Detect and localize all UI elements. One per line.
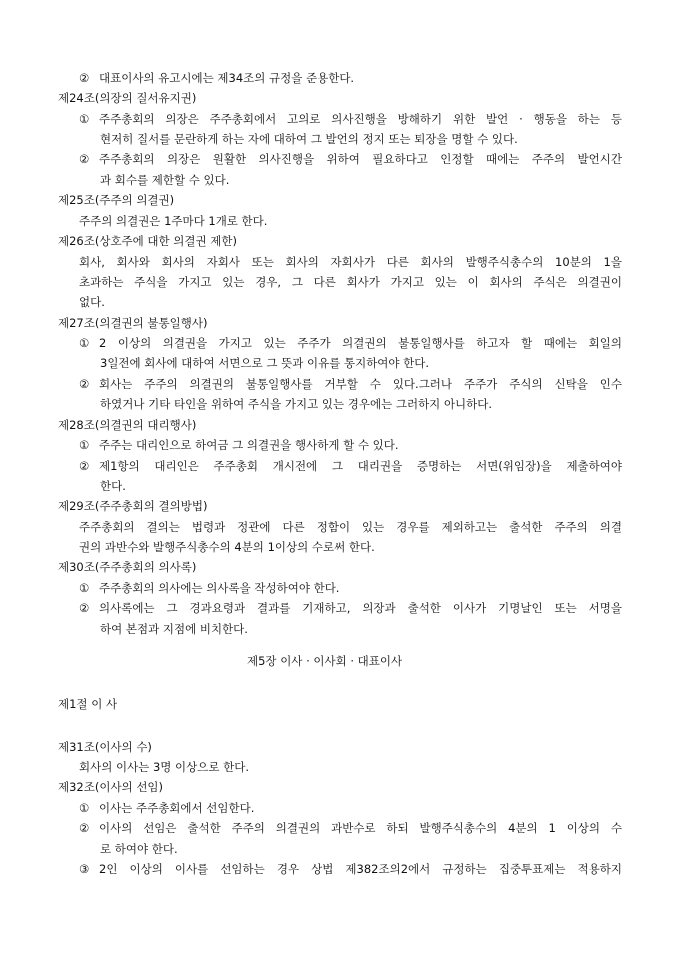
line-text: 제31조(이사의 수)	[58, 740, 152, 754]
text-line	[58, 415, 196, 435]
line-text: 주주총회의 결의는 법령과 정관에 다른 정함이 있는 경우를 제외하고는 출석한 주주의 의결	[79, 520, 622, 534]
text-line	[79, 757, 249, 777]
item-number: ②	[79, 152, 90, 166]
text-line	[58, 557, 196, 577]
text-line	[79, 149, 622, 169]
text-line	[58, 88, 196, 108]
line-text: 회사는 주주의 의결권의 불통일행사를 거부할 수 있다.그러나 주주가 주식의 신탁을 인수	[99, 377, 622, 391]
text-line	[79, 435, 399, 455]
line-text: 제24조(의장의 질서유지권)	[58, 91, 197, 105]
text-line	[100, 129, 518, 149]
line-text: 제1절 이 사	[58, 697, 118, 711]
text-line	[100, 170, 229, 190]
line-text: 2인 이상의 이사를 선임하는 경우 상법 제382조의2에서 규정하는 집중투표제는 적용하지	[99, 862, 622, 876]
line-text: 제1항의 대리인은 주주총회 개시전에 그 대리권을 증명하는 서면(위임장)을 제출하여야	[99, 459, 622, 473]
line-text: 3일전에 회사에 대하여 서면으로 그 뜻과 이유를 통지하여야 한다.	[100, 356, 430, 370]
text-line	[79, 798, 254, 818]
line-text: 제30조(주주총회의 의사록)	[58, 560, 197, 574]
line-text: 회사의 이사는 3명 이상으로 한다.	[79, 760, 250, 774]
line-text: 과 회수를 제한할 수 있다.	[100, 173, 230, 187]
text-line	[79, 292, 105, 312]
line-text: 2 이상의 의결권을 가지고 있는 주주가 의결권의 불통일행사를 하고자 할 때에는 회일의	[99, 336, 622, 350]
item-number: ①	[79, 801, 90, 815]
line-text: 회사, 회사와 회사의 자회사 또는 회사의 자회사가 다른 회사의 발행주식총수의 10분의 1을	[79, 255, 622, 269]
text-line	[79, 818, 622, 838]
item-number: ②	[79, 377, 90, 391]
line-text: 권의 과반수와 발행주식총수의 4분의 1이상의 수로써 한다.	[79, 540, 375, 554]
line-text: 제32조(이사의 선임)	[58, 780, 164, 794]
text-line	[100, 619, 248, 639]
line-text: 주주는 대리인으로 하여금 그 의결권을 행사하게 할 수 있다.	[99, 438, 399, 452]
line-text: 로 하여야 한다.	[100, 842, 178, 856]
text-line	[58, 313, 207, 333]
line-text: 한다.	[100, 479, 126, 493]
line-text: 하였거나 기타 타인을 위하여 주식을 가지고 있는 경우에는 그러하지 아니하다.	[100, 397, 493, 411]
item-number: ②	[79, 821, 90, 835]
text-line	[100, 353, 429, 373]
text-line	[58, 496, 207, 516]
text-line	[79, 374, 622, 394]
text-line	[79, 68, 354, 88]
text-line	[79, 456, 622, 476]
line-text: 이사는 주주총회에서 선임한다.	[99, 801, 255, 815]
line-text: 제28조(의결권의 대리행사)	[58, 418, 197, 432]
line-text: 대표이사의 유고시에는 제34조의 규정을 준용한다.	[99, 71, 355, 85]
text-line	[100, 839, 178, 859]
line-text: 하여 본점과 지점에 비치한다.	[100, 622, 248, 636]
text-line	[58, 737, 152, 757]
line-text: 주주의 의결권은 1주마다 1개로 한다.	[79, 214, 268, 228]
text-line	[79, 537, 375, 557]
line-text: 의사록에는 그 경과요령과 결과를 기재하고, 의장과 출석한 이사가 기명날인 또는 서명을	[99, 601, 622, 615]
line-text: 제5장 이사 · 이사회 · 대표이사	[247, 654, 403, 668]
text-line	[247, 651, 402, 671]
item-number: ①	[79, 336, 90, 350]
text-line	[58, 777, 163, 797]
item-number: ①	[79, 438, 90, 452]
text-line	[79, 517, 622, 537]
line-text: 없다.	[79, 295, 105, 309]
text-line	[79, 252, 622, 272]
text-line	[79, 333, 622, 353]
text-line	[79, 109, 622, 129]
line-text: 제25조(주주의 의결권)	[58, 193, 175, 207]
line-text: 현저히 질서를 문란하게 하는 자에 대하여 그 발언의 정지 또는 퇴장을 명할 수 있다.	[100, 132, 518, 146]
item-number: ①	[79, 112, 90, 126]
line-text: 초과하는 주식을 가지고 있는 경우, 그 다른 회사가 가지고 있는 이 회사의 주식은 의결권이	[79, 275, 622, 289]
text-line	[100, 476, 126, 496]
text-line	[79, 272, 622, 292]
text-line	[79, 598, 622, 618]
item-number: ①	[79, 581, 90, 595]
line-text: 이사의 선임은 출석한 주주의 의결권의 과반수로 하되 발행주식총수의 4분의 1 이상의 수	[99, 821, 622, 835]
text-line	[79, 859, 622, 879]
text-line	[100, 394, 492, 414]
text-line	[79, 578, 339, 598]
item-number: ②	[79, 459, 90, 473]
line-text: 주주총회의 의장은 주주총회에서 고의로 의사진행을 방해하기 위한 발언 · 행동을 하는 등	[99, 112, 622, 126]
text-line	[58, 694, 117, 714]
item-number: ②	[79, 601, 90, 615]
item-number: ②	[79, 71, 90, 85]
line-text: 주주총회의 의사에는 의사록을 작성하여야 한다.	[99, 581, 340, 595]
text-line	[79, 211, 267, 231]
line-text: 제26조(상호주에 대한 의결권 제한)	[58, 234, 237, 248]
text-line	[58, 231, 237, 251]
line-text: 주주총회의 의장은 원활한 의사진행을 위하여 필요하다고 인정할 때에는 주주의 발언시간	[99, 152, 622, 166]
text-line	[58, 190, 174, 210]
line-text: 제27조(의결권의 불통일행사)	[58, 316, 208, 330]
item-number: ③	[79, 862, 90, 876]
line-text: 제29조(주주총회의 결의방법)	[58, 499, 208, 513]
